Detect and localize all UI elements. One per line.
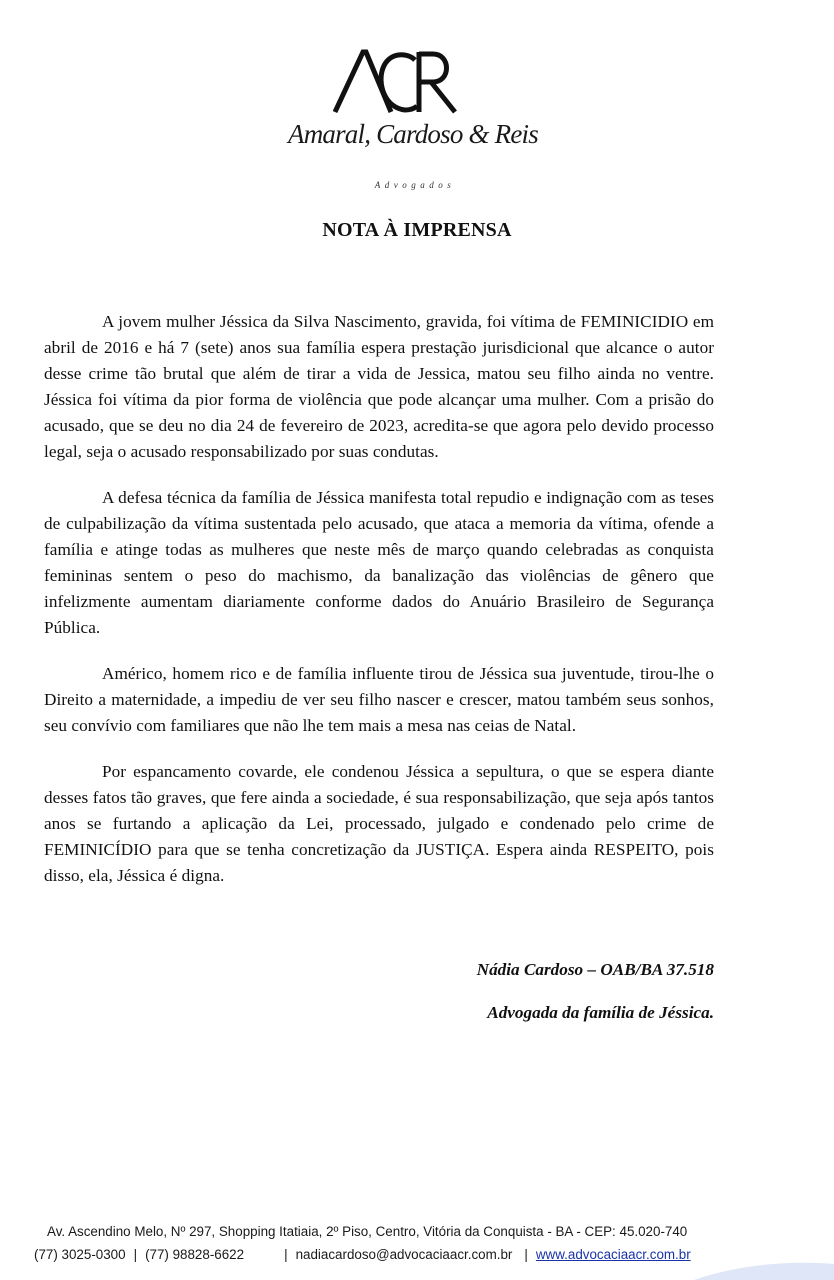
paragraph: A jovem mulher Jéssica da Silva Nascimento, gravida, foi vítima de FEMINICIDIO em abril de 2016 e há 7 (sete) anos sua família espera prestação jurisdicional que alcance o autor desse crime tão brutal que além de tirar a vida de Jessica, matou seu filho ainda no ventre. Jéssica foi vítima da pior forma de violência que pode alcançar uma mulher. Com a prisão do acusado, que se deu no dia 24 de fevereiro de 2023, acredita-se que agora pelo devido processo legal, seja o acusado responsabilizado por suas condutas. [44, 312, 714, 461]
footer-address: Av. Ascendino Melo, Nº 297, Shopping Itatiaia, 2º Piso, Centro, Vitória da Conquista - BA - CEP: 45.020-740 [47, 1224, 688, 1239]
firm-name: Amaral, Cardoso & Reis [288, 119, 538, 149]
footer-phone-landline: (77) 3025-0300 [34, 1247, 126, 1262]
firm-logo [288, 40, 538, 190]
footer-separator: | [133, 1247, 138, 1262]
footer-email[interactable]: nadiacardoso@advocaciaacr.com.br [295, 1247, 513, 1262]
footer-phone-mobile: (77) 98828-6622 [145, 1247, 245, 1262]
decorative-swoosh [694, 1258, 834, 1280]
footer-separator: | [284, 1247, 288, 1262]
firm-subtitle: Advogados [374, 180, 456, 190]
footer-website-link[interactable]: www.advocaciaacr.com.br [535, 1247, 691, 1262]
note-body [44, 309, 714, 909]
acr-monogram [333, 48, 458, 114]
paragraph: Por espancamento covarde, ele condenou Jéssica a sepultura, o que se espera diante desses fatos tão graves, que fere ainda a sociedade, é sua responsabilização, que seja após tantos anos se furtando a aplicação da Lei, processado, julgado e condenado pelo crime de FEMINICÍDIO para que se tenha concretização da JUSTIÇA. Espera ainda RESPEITO, pois disso, ela, Jéssica é digna. [44, 762, 714, 885]
signature-role: Advogada da família de Jéssica. [487, 1003, 714, 1022]
paragraph: A defesa técnica da família de Jéssica manifesta total repudio e indignação com as teses de culpabilização da vítima sustentada pelo acusado, que ataca a memoria da vítima, ofende a família e atinge todas as mulheres que neste mês de março quando celebradas as conquista femininas sentem o peso do machismo, da banalização das violências de gênero que infelizmente aumentam diariamente conforme dados do Anuário Brasileiro de Segurança Pública. [44, 488, 714, 637]
signature-name: Nádia Cardoso – OAB/BA 37.518 [476, 960, 714, 979]
signature-block [477, 958, 714, 1044]
paragraph: Américo, homem rico e de família influente tirou de Jéssica sua juventude, tirou-lhe o Direito a maternidade, a impediu de ver seu filho nascer e crescer, matou também seus sonhos, seu convívio com familiares que não lhe tem mais a mesa nas ceias de Natal. [44, 664, 714, 735]
footer-contacts [34, 1247, 691, 1262]
page-title: NOTA À IMPRENSA [322, 219, 512, 241]
footer-separator: | [524, 1247, 528, 1262]
